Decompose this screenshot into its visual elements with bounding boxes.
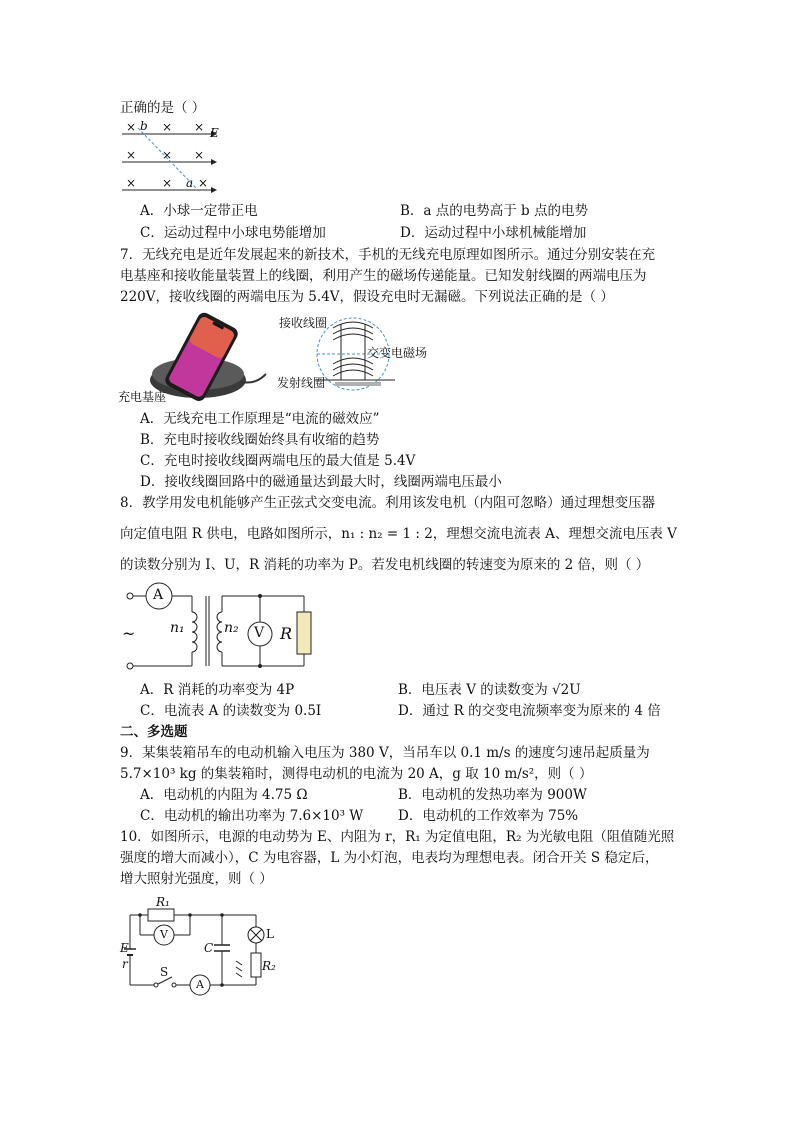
q10-stem-line2: 强度的增大而减小），C 为电容器，L 为小灯泡，电表均为理想电表。闭合开关 S 稳定后， [120, 850, 659, 866]
cross-mark: × [126, 148, 137, 162]
cross-mark: × [162, 176, 173, 190]
cross-mark: × [126, 176, 137, 190]
voltmeter-label: V [254, 625, 265, 641]
point-b-label: b [140, 119, 148, 133]
q10-stem-line1: 10．如图所示，电源的电动势为 E、内阻为 r，R₁ 为定值电阻，R₂ 为光敏电阻（阻值随光照 [120, 829, 675, 845]
r1-label: R₁ [156, 895, 170, 909]
voltmeter-label: V [160, 928, 168, 941]
q9-option-c: C．电动机的输出功率为 7.6×10³ W [140, 808, 364, 824]
cross-mark: × [194, 148, 205, 162]
q7-stem-line1: 7．无线充电是近年发展起来的新技术，手机的无线充电原理如图所示。通过分别安装在充 [120, 247, 656, 263]
cross-mark: × [194, 120, 205, 134]
q9-option-b: B．电动机的发热功率为 900W [398, 787, 587, 803]
q9-stem-line2: 5.7×10³ kg 的集装箱时，测得电动机的电流为 20 A，g 取 10 m/s²，则（ ） [120, 766, 593, 782]
q9-option-a: A．电动机的内阻为 4.75 Ω [140, 787, 308, 803]
ammeter-label: A [153, 587, 164, 603]
q7-stem-line2: 电基座和接收能量装置上的线圈，利用产生的磁场传递能量。已知发射线圈的两端电压为 [120, 268, 647, 284]
q6-option-a: A．小球一定带正电 [140, 203, 258, 219]
charging-base-label: 充电基座 [118, 390, 167, 404]
q8-option-d: D．通过 R 的交变电流频率变为原来的 4 倍 [398, 703, 661, 719]
field-e-label: E [210, 126, 219, 140]
charging-base-figure [118, 310, 268, 405]
emf-label: E [120, 941, 129, 955]
cross-mark: × [198, 176, 209, 190]
q7-option-b: B．充电时接收线圈始终具有收缩的趋势 [140, 432, 380, 448]
q8-stem-line1: 8．教学用发电机能够产生正弦式交变电流。利用该发电机（内阻可忽略）通过理想变压器 [120, 495, 656, 511]
q7-option-c: C．充电时接收线圈两端电压的最大值是 5.4V [140, 453, 416, 469]
q7-option-d: D．接收线圈回路中的磁通量达到最大时，线圈两端电压最小 [140, 474, 502, 490]
coil-diagram-figure [275, 310, 465, 395]
q8-option-c: C．电流表 A 的读数变为 0.5I [140, 703, 322, 719]
cross-mark: × [162, 148, 173, 162]
lamp-label: L [266, 927, 274, 941]
transformer-circuit-figure [120, 582, 320, 674]
q9-option-d: D．电动机的工作效率为 75% [398, 808, 579, 824]
switch-label: S [160, 965, 169, 979]
ac-source-label: ~ [122, 624, 136, 643]
transmit-coil-label: 发射线圈 [277, 376, 326, 390]
q8-stem-line3: 的读数分别为 I、U，R 消耗的功率为 P。若发电机线圈的转速变为原来的 2 倍，则（ ） [120, 557, 650, 573]
q6-option-d: D．运动过程中小球机械能增加 [400, 225, 587, 241]
q8-option-a: A．R 消耗的功率变为 4P [140, 682, 295, 698]
q8-stem-line2: 向定值电阻 R 供电，电路如图所示，n₁ : n₂ = 1 : 2，理想交流电流表 A、理想交流电压表 V [120, 526, 677, 542]
q6-option-b: B．a 点的电势高于 b 点的电势 [400, 203, 588, 219]
n2-label: n₂ [224, 620, 239, 636]
point-a-label: a [186, 176, 194, 190]
n1-label: n₁ [170, 620, 185, 636]
q7-option-a: A．无线充电工作原理是“电流的磁效应” [140, 411, 380, 427]
photo-resistor-circuit-figure [118, 895, 278, 999]
q7-stem-line3: 220V，接收线圈的两端电压为 5.4V，假设充电时无漏磁。下列说法正确的是（ ） [120, 289, 614, 305]
section-title: 二、多选题 [120, 724, 188, 740]
q6-stem-tail: 正确的是（ ） [120, 100, 206, 116]
field-label: 交变电磁场 [367, 346, 428, 360]
q9-stem-line1: 9．某集装箱吊车的电动机输入电压为 380 V，当吊车以 0.1 m/s 的速度匀速吊起质量为 [120, 745, 650, 761]
capacitor-label: C [204, 941, 214, 955]
internal-r-label: r [122, 957, 128, 971]
resistor-r-label: R [280, 624, 293, 643]
receive-coil-label: 接收线圈 [279, 316, 328, 330]
q8-option-b: B．电压表 V 的读数变为 √2U [398, 682, 581, 698]
q6-field-figure [118, 118, 228, 196]
ammeter-label: A [196, 978, 204, 991]
cross-mark: × [162, 120, 173, 134]
cross-mark: × [126, 120, 137, 134]
q10-stem-line3: 增大照射光强度，则（ ） [120, 871, 273, 887]
q6-option-c: C．运动过程中小球电势能增加 [140, 225, 326, 241]
r2-label: R₂ [262, 959, 276, 973]
